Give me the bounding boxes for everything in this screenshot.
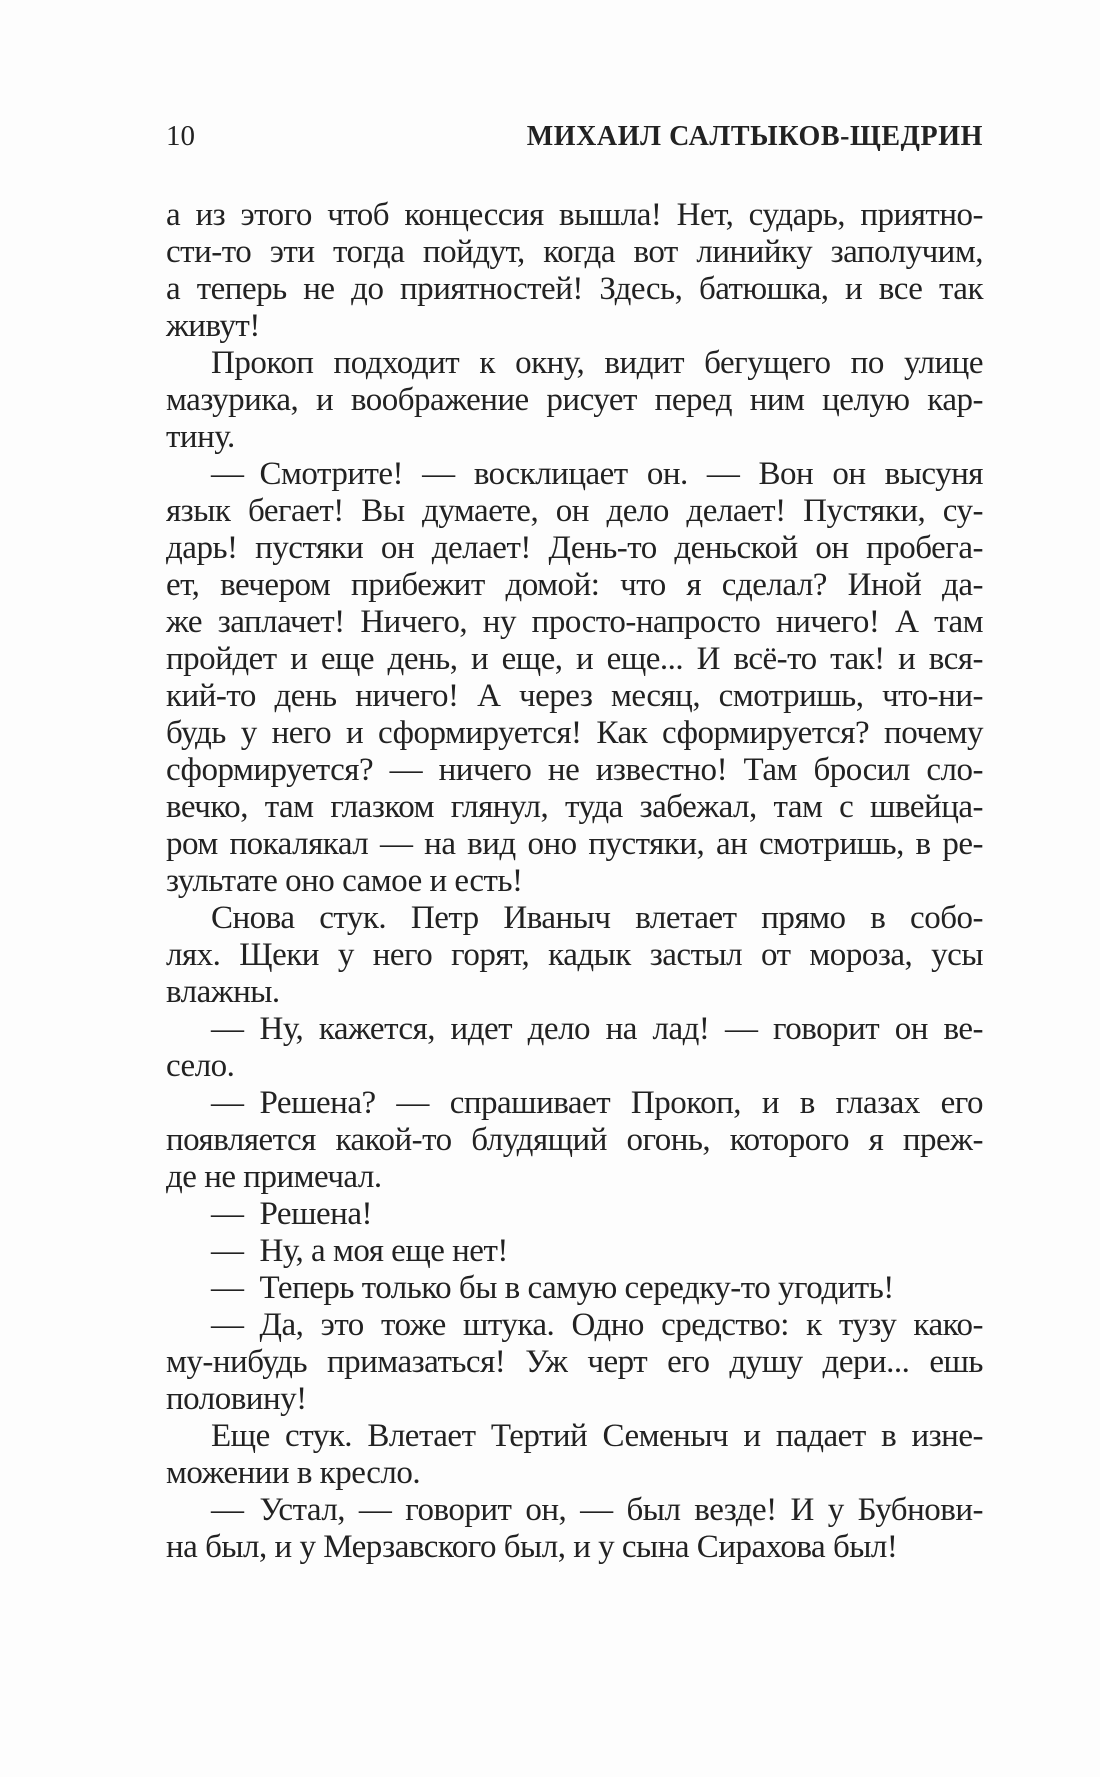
text-line: а из этого чтоб концессия вышла! Нет, сударь, приятно- xyxy=(166,197,983,233)
text-line: пройдет и еще день, и еще, и еще... И всё-то так! и вся- xyxy=(166,641,983,677)
text-line: дарь! пустяки он делает! День-то деньской он пробега- xyxy=(166,530,983,566)
text-line: ет, вечером прибежит домой: что я сделал? Иной да- xyxy=(166,567,983,603)
text-line: — Ну, кажется, идет дело на лад! — говорит он ве- xyxy=(211,1011,983,1047)
text-line: му-нибудь примазаться! Уж черт его душу дери... ешь xyxy=(166,1344,983,1380)
text-line: — Решена? — спрашивает Прокоп, и в глазах его xyxy=(211,1085,983,1121)
running-head: МИХАИЛ САЛТЫКОВ-ЩЕДРИН xyxy=(526,121,983,152)
text-line: кий-то день ничего! А через месяц, смотришь, что-ни- xyxy=(166,678,983,714)
text-line: — Да, это тоже штука. Одно средство: к тузу како- xyxy=(211,1307,983,1343)
text-line: зультате оно самое и есть! xyxy=(166,863,523,899)
page-number: 10 xyxy=(166,120,195,152)
text-line: язык бегает! Вы думаете, он дело делает! Пустяки, су- xyxy=(166,493,983,529)
text-line: половину! xyxy=(166,1381,307,1417)
text-line: живут! xyxy=(166,308,260,344)
page-header xyxy=(166,120,983,153)
text-line: на был, и у Мерзавского был, и у сына Сирахова был! xyxy=(166,1529,898,1565)
text-line: Еще стук. Влетает Тертий Семеныч и падает в изне- xyxy=(211,1418,983,1454)
text-line: мазурика, и воображение рисует перед ним целую кар- xyxy=(166,382,983,418)
text-line: влажны. xyxy=(166,974,280,1010)
text-line: Прокоп подходит к окну, видит бегущего по улице xyxy=(211,345,983,381)
text-line: сти-то эти тогда пойдут, когда вот линийку заполучим, xyxy=(166,234,983,270)
text-line: лях. Щеки у него горят, кадык застыл от мороза, усы xyxy=(166,937,983,973)
text-line: можении в кресло. xyxy=(166,1455,421,1491)
text-line: вечко, там глазком глянул, туда забежал, там с швейца- xyxy=(166,789,983,825)
body-text xyxy=(166,197,983,1566)
text-line: будь у него и сформируется! Как сформируется? почему xyxy=(166,715,983,751)
text-line: — Смотрите! — восклицает он. — Вон он высуня xyxy=(211,456,983,492)
text-line: — Теперь только бы в самую середку-то угодить! xyxy=(211,1270,894,1306)
text-line: — Устал, — говорит он, — был везде! И у Бубнови- xyxy=(211,1492,983,1528)
text-line: Снова стук. Петр Иваныч влетает прямо в собо- xyxy=(211,900,983,936)
text-line: тину. xyxy=(166,419,235,455)
text-line: а теперь не до приятностей! Здесь, батюшка, и все так xyxy=(166,271,983,307)
text-line: появляется какой-то блудящий огонь, которого я преж- xyxy=(166,1122,983,1158)
text-line: де не примечал. xyxy=(166,1159,382,1195)
text-line: ром покалякал — на вид оно пустяки, ан смотришь, в ре- xyxy=(166,826,983,862)
text-line: — Ну, а моя еще нет! xyxy=(211,1233,508,1269)
text-line: село. xyxy=(166,1048,235,1084)
text-line: сформируется? — ничего не известно! Там бросил сло- xyxy=(166,752,983,788)
text-line: — Решена! xyxy=(211,1196,372,1232)
text-line: же заплачет! Ничего, ну просто-напросто ничего! А там xyxy=(166,604,983,640)
